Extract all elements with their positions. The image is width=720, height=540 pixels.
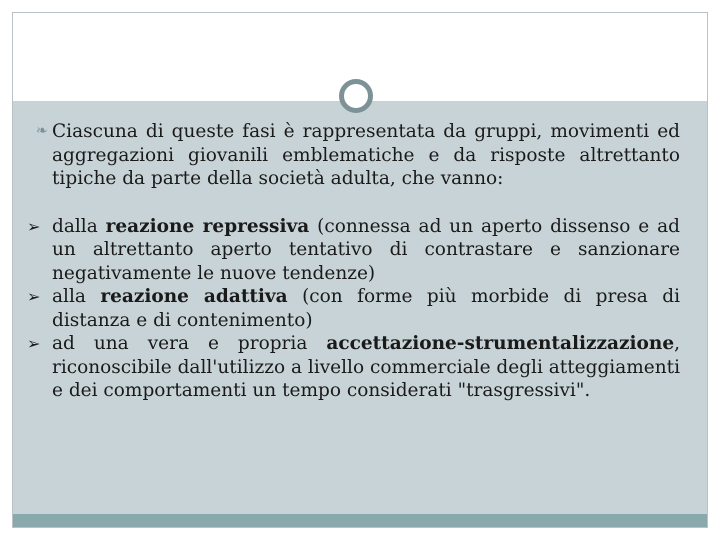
- item-bold: reazione adattiva: [100, 286, 288, 307]
- arrow-bullet-icon: ➢: [27, 287, 41, 306]
- item-prefix: dalla: [52, 215, 106, 237]
- slide-body-text: [27, 120, 680, 403]
- footer-bar: [13, 514, 707, 527]
- item-rest: (con forme più morbide di presa di distanza e di contenimento): [52, 286, 680, 331]
- bullet-list: [27, 215, 680, 403]
- list-item: [27, 215, 680, 286]
- intro-paragraph: [36, 120, 680, 191]
- list-item: [27, 285, 680, 332]
- item-bold: accettazione-strumentalizzazione: [326, 333, 675, 354]
- decorative-circle-icon: [339, 79, 373, 113]
- item-prefix: ad una vera e propria: [52, 333, 327, 354]
- list-item: [27, 332, 680, 403]
- item-prefix: alla: [52, 286, 101, 307]
- arrow-bullet-icon: ➢: [27, 334, 41, 353]
- item-rest: , riconoscibile dall'utilizzo a livello commerciale degli atteggiamenti e dei comportamenti un tempo considerati "trasgressivi".: [52, 333, 680, 401]
- intro-text: Ciascuna di queste fasi è rappresentata da gruppi, movimenti ed aggregazioni giovanili emblematiche e da risposte altrettanto tipiche da parte della società adulta, che vanno:: [52, 121, 680, 189]
- arrow-bullet-icon: ➢: [27, 216, 41, 236]
- decorative-bullet-icon: ❧: [36, 123, 48, 139]
- item-bold: reazione repressiva: [105, 215, 310, 237]
- item-rest: (connessa ad un aperto dissenso e ad un altrettanto aperto tentativo di contrastare e sanzionare negativamente le nuove tendenze): [52, 215, 680, 284]
